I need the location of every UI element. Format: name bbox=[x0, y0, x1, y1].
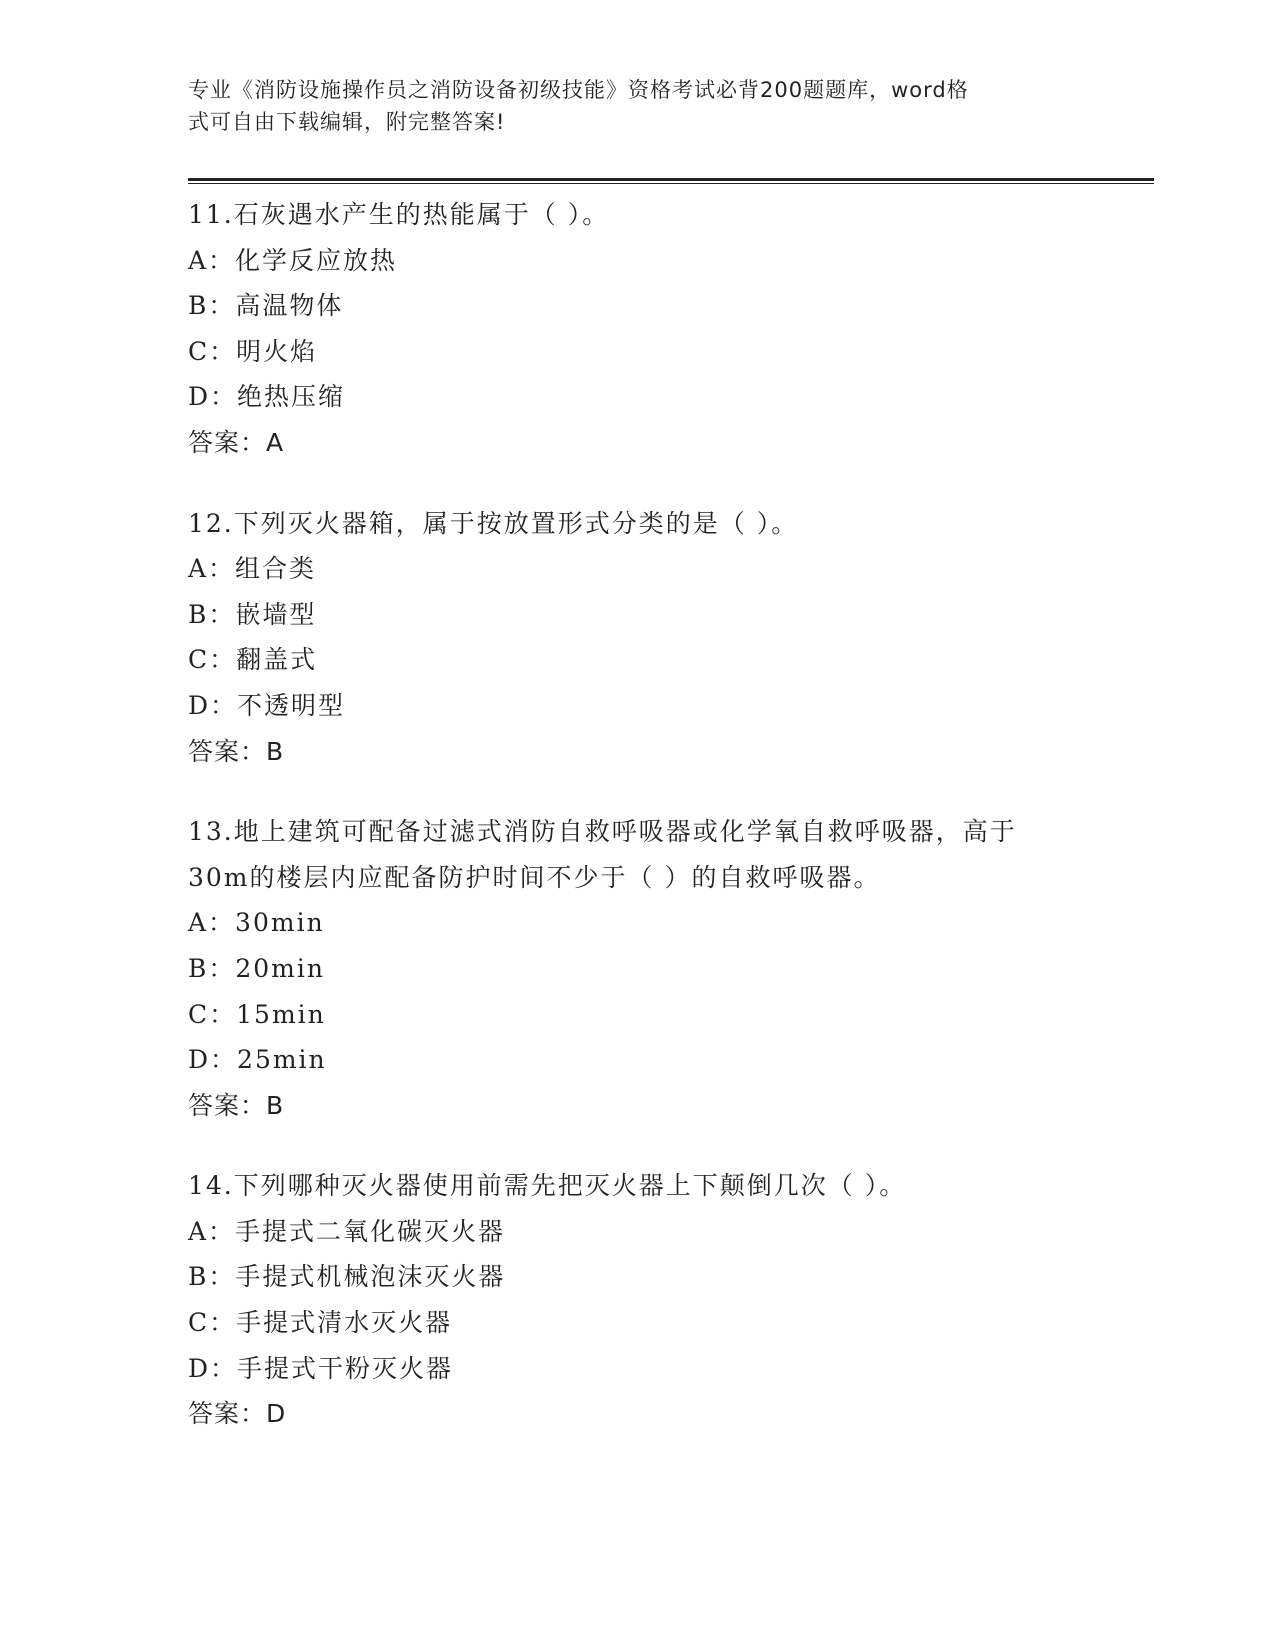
answer: 答案：B bbox=[188, 736, 285, 766]
option-a: A：手提式二氧化碳灭火器 bbox=[188, 1216, 506, 1246]
question-list bbox=[188, 192, 1088, 1472]
question-stem-line-2: 30m的楼层内应配备防护时间不少于（ ）的自救呼吸器。 bbox=[188, 862, 881, 892]
header-rule-thick bbox=[188, 178, 1154, 181]
header-title-line-1: 专业《消防设施操作员之消防设备初级技能》资格考试必背200题题库，word格 bbox=[188, 78, 969, 102]
question-11 bbox=[188, 192, 1088, 466]
option-c: C：手提式清水灭火器 bbox=[188, 1308, 453, 1338]
header-rule-thin bbox=[188, 183, 1154, 184]
option-c: C：明火焰 bbox=[188, 336, 318, 366]
option-c: C：15min bbox=[188, 999, 326, 1029]
question-stem-line-1: 13.地上建筑可配备过滤式消防自救呼吸器或化学氧自救呼吸器，高于 bbox=[188, 817, 1017, 847]
option-d: D：25min bbox=[188, 1045, 327, 1075]
question-stem: 14.下列哪种灭火器使用前需先把灭火器上下颠倒几次（ ）。 bbox=[188, 1171, 907, 1201]
option-c: C：翻盖式 bbox=[188, 645, 318, 675]
question-stem: 12.下列灭火器箱，属于按放置形式分类的是（ ）。 bbox=[188, 508, 799, 538]
document-header bbox=[188, 74, 1088, 138]
option-a: A：组合类 bbox=[188, 554, 317, 584]
question-stem: 11.石灰遇水产生的热能属于（ ）。 bbox=[188, 200, 610, 229]
answer: 答案：B bbox=[188, 1090, 285, 1120]
option-b: B：20min bbox=[188, 953, 325, 983]
option-a: A：30min bbox=[188, 908, 325, 938]
answer: 答案：A bbox=[188, 427, 285, 457]
question-13 bbox=[188, 809, 1088, 1128]
question-14 bbox=[188, 1163, 1088, 1437]
option-b: B：手提式机械泡沫灭火器 bbox=[188, 1262, 506, 1292]
answer: 答案：D bbox=[188, 1399, 287, 1429]
option-b: B：嵌墙型 bbox=[188, 599, 317, 629]
option-b: B：高温物体 bbox=[188, 291, 344, 321]
option-d: D：绝热压缩 bbox=[188, 382, 346, 412]
option-a: A：化学反应放热 bbox=[188, 245, 398, 275]
option-d: D：手提式干粉灭火器 bbox=[188, 1353, 454, 1383]
header-title-line-2: 式可自由下载编辑，附完整答案! bbox=[188, 110, 506, 134]
option-d: D：不透明型 bbox=[188, 690, 346, 720]
question-12 bbox=[188, 501, 1088, 775]
